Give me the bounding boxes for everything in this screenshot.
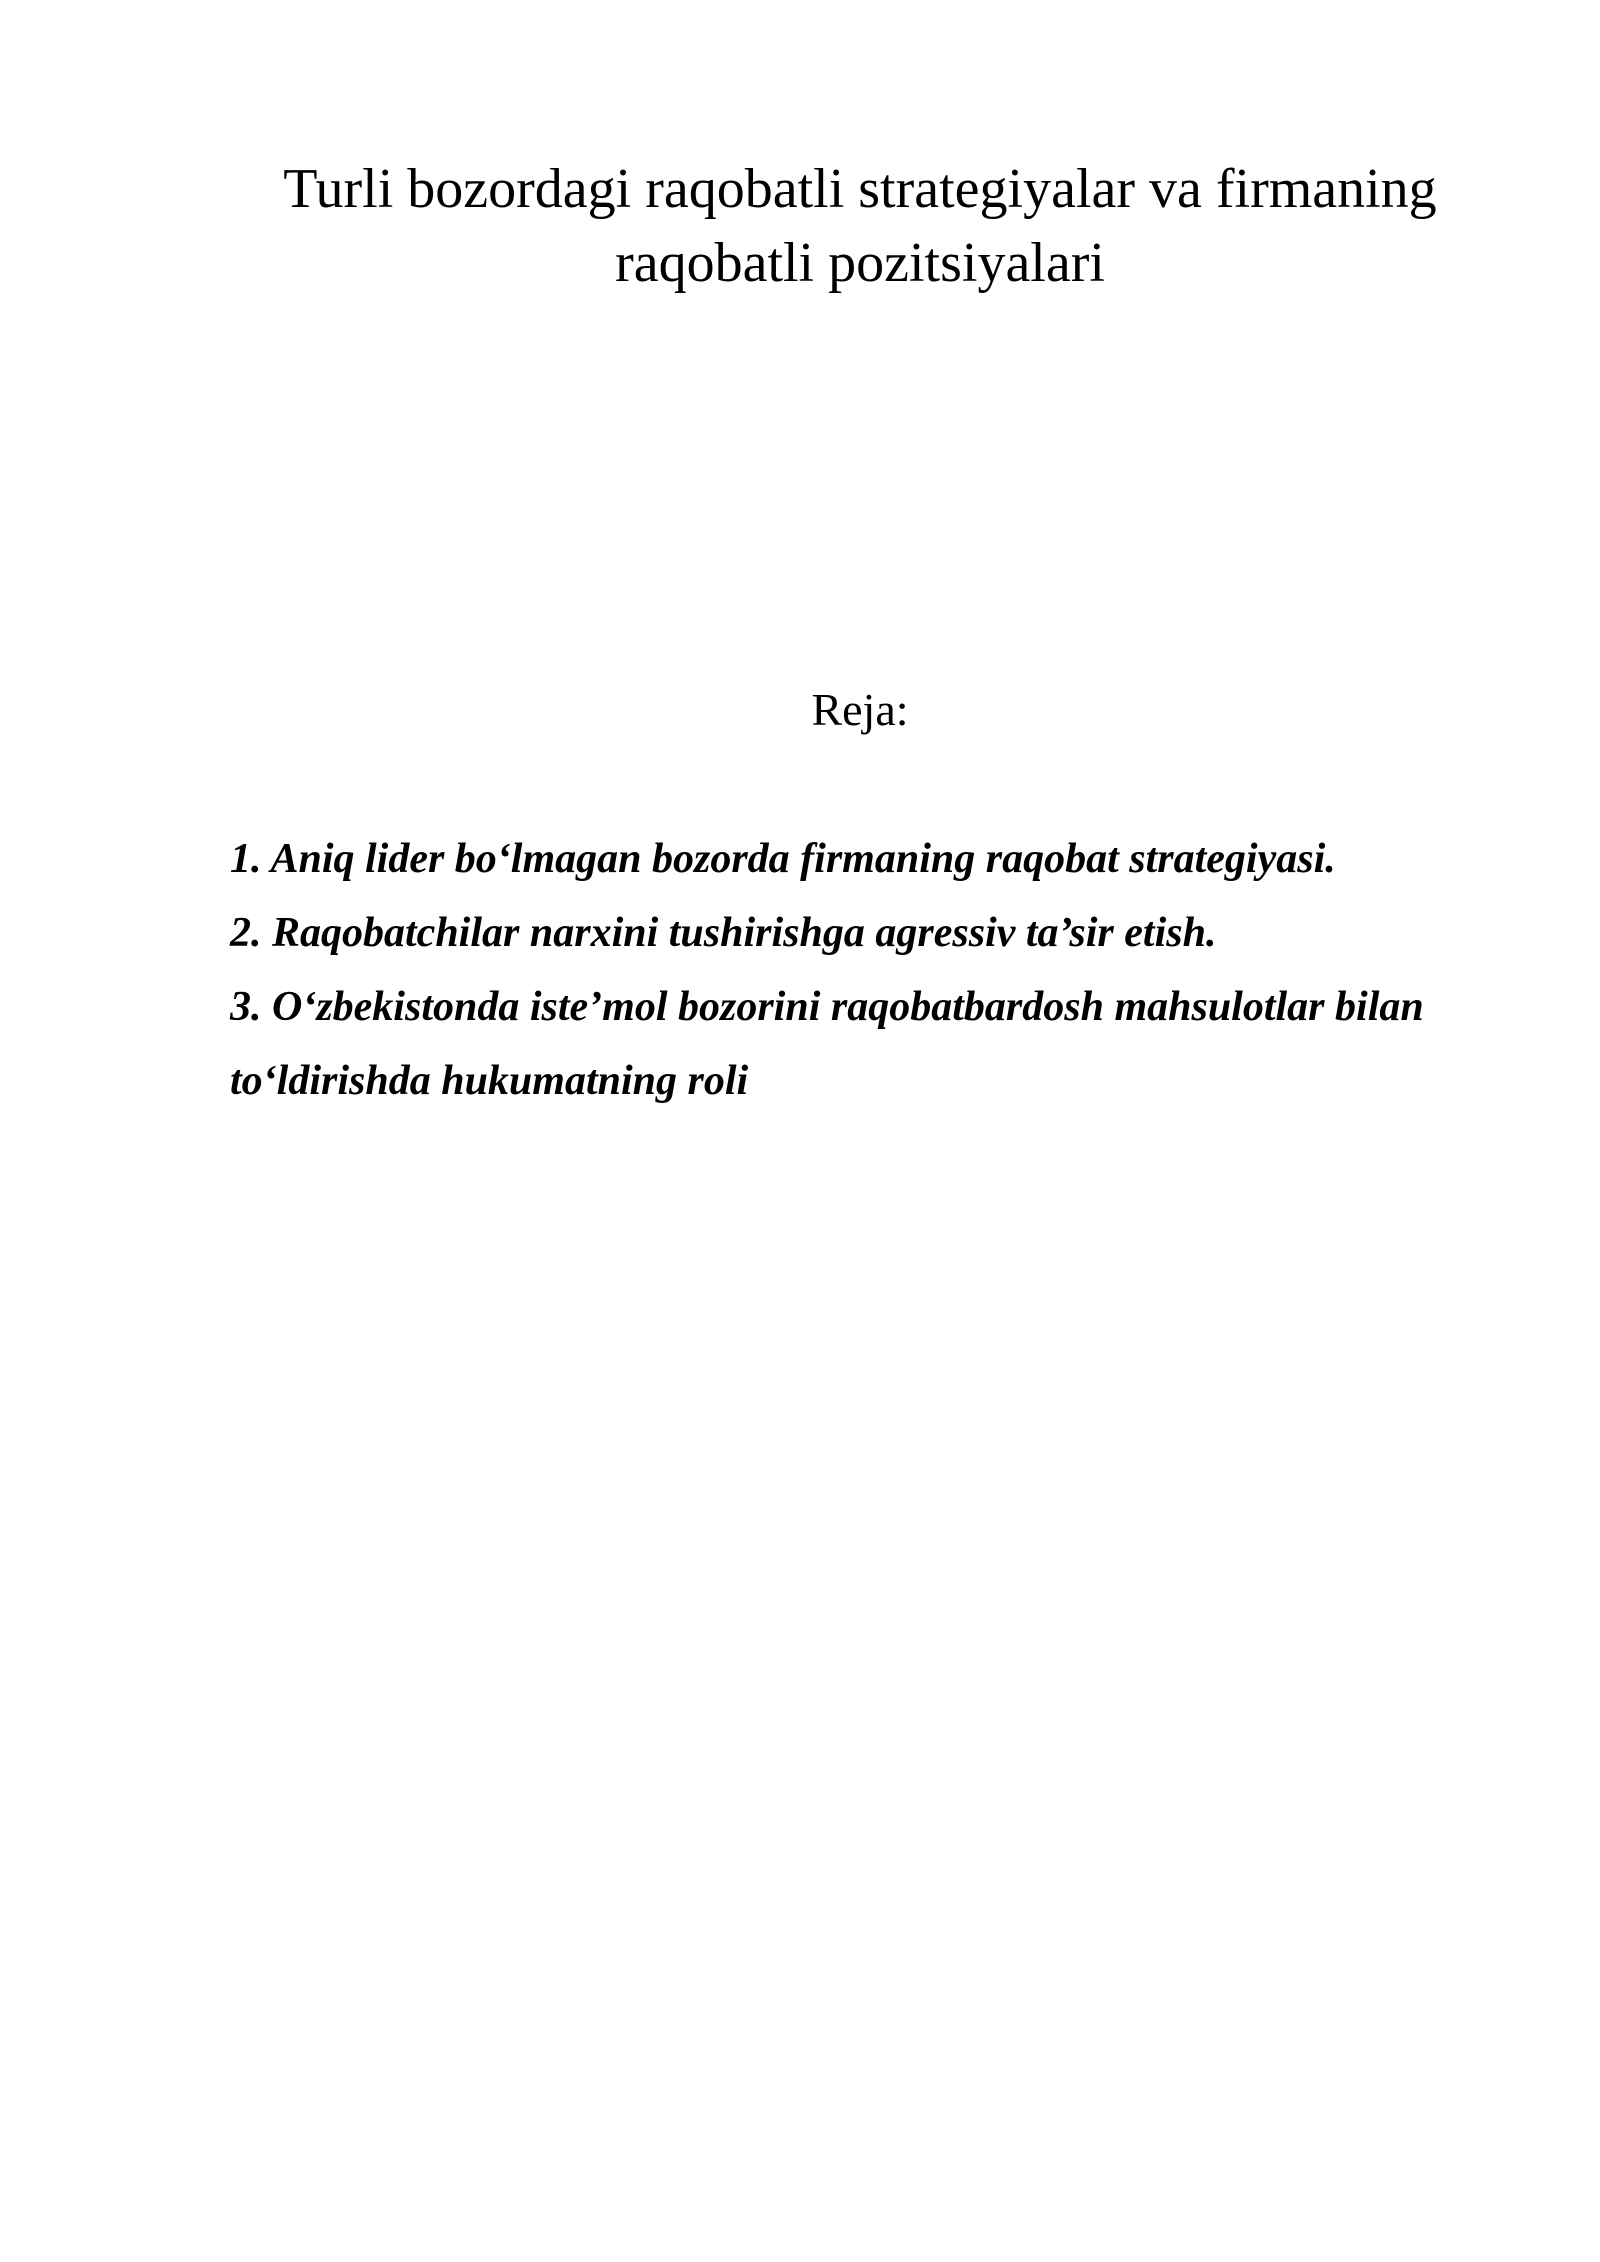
plan-list xyxy=(230,822,1530,1118)
plan-item-text: 3. O‘zbekistonda iste’mol bozorini raqobatbardosh mahsulotlar bilan xyxy=(230,984,1424,1030)
plan-item xyxy=(230,822,1530,896)
plan-item-text: 1. Aniq lider bo‘lmagan bozorda firmaning raqobat strategiyasi. xyxy=(230,836,1336,882)
plan-item xyxy=(230,970,1530,1118)
plan-item-text: 2. Raqobatchilar narxini tushirishga agressiv ta’sir etish. xyxy=(230,910,1217,956)
document-title-line: raqobatli pozitsiyalari xyxy=(615,232,1105,294)
document-title xyxy=(200,152,1520,300)
document-title-line: Turli bozordagi raqobatli strategiyalar va firmaning xyxy=(283,158,1437,220)
plan-item xyxy=(230,896,1530,970)
plan-item-text-continuation: to‘ldirishda hukumatning roli xyxy=(230,1058,749,1104)
plan-heading: Reja: xyxy=(811,684,909,735)
